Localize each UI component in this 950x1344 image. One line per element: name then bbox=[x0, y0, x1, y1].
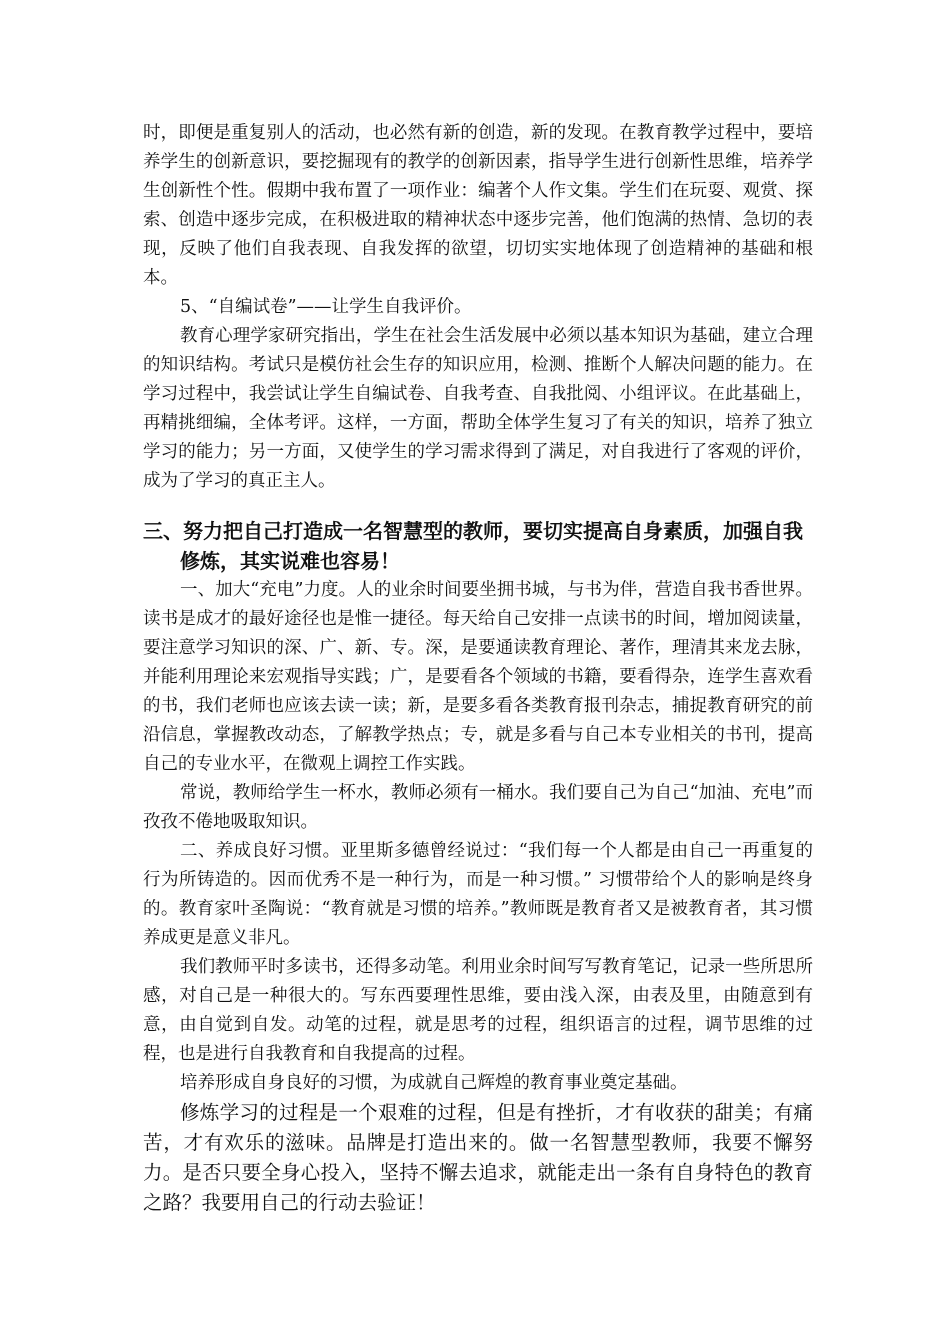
paragraph-writing: 我们教师平时多读书，还得多动笔。利用业余时间写写教育笔记，记录一些所思所感，对自己是一种很大的。写东西要理性思维，要由浅入深，由表及里，由随意到有意，由自觉到自发。动笔的过程，就是思考的过程，组织语言的过程，调节思维的过程，也是进行自我教育和自我提高的过程。 bbox=[143, 957, 813, 1064]
paragraph-good-habits: 二、养成良好习惯。亚里斯多德曾经说过：“我们每一个人都是由自己一再重复的行为所铸造的。因而优秀不是一种行为，而是一种习惯。” 习惯带给个人的影响是终身的。教育家叶圣陶说：“教育就是习惯的培养。”教师既是教育者又是被教育者，其习惯养成更是意义非凡。 bbox=[143, 841, 813, 948]
document-page bbox=[143, 119, 813, 1218]
paragraph-conclusion: 修炼学习的过程是一个艰难的过程，但是有挫折，才有收获的甜美；有痛苦，才有欢乐的滋味。品牌是打造出来的。做一名智慧型教师，我要不懈努力。是否只要全身心投入，坚持不懈去追求，就能走出一条有自身特色的教育之路？我要用自己的行动去验证！ bbox=[143, 1101, 813, 1214]
subheading-self-made-exam: 5、“自编试卷”——让学生自我评价。 bbox=[180, 297, 472, 317]
paragraph-bucket-of-water: 常说，教师给学生一杯水，教师必须有一桶水。我们要自己为自己“加油、充电”而孜孜不倦地吸取知识。 bbox=[143, 783, 813, 832]
paragraph-recharge: 一、加大“充电”力度。人的业余时间要坐拥书城，与书为伴，营造自我书香世界。读书是成才的最好途径也是惟一捷径。每天给自己安排一点读书的时间，增加阅读量，要注意学习知识的深、广、新、专。深，是要通读教育理论、著作，理清其来龙去脉，并能利用理论来宏观指导实践；广，是要看各个领域的书籍，要看得杂，连学生喜欢看的书，我们老师也应该去读一读；新，是要多看各类教育报刊杂志，捕捉教育研究的前沿信息，掌握教改动态，了解教学热点；专，就是多看与自己本专业相关的书刊，提高自己的专业水平，在微观上调控工作实践。 bbox=[143, 580, 813, 774]
paragraph-creativity: 时，即便是重复别人的活动，也必然有新的创造，新的发现。在教育教学过程中，要培养学生的创新意识，要挖掘现有的教学的创新因素，指导学生进行创新性思维，培养学生创新性个性。假期中我布置了一项作业：编著个人作文集。学生们在玩耍、观赏、探索、创造中逐步完成，在积极进取的精神状态中逐步完善，他们饱满的热情、急切的表现，反映了他们自我表现、自我发挥的欲望，切切实实地体现了创造精神的基础和根本。 bbox=[143, 123, 813, 288]
paragraph-self-evaluation: 教育心理学家研究指出，学生在社会生活发展中必须以基本知识为基础，建立合理的知识结构。考试只是模仿社会生存的知识应用，检测、推断个人解决问题的能力。在学习过程中，我尝试让学生自编试卷、自我考查、自我批阅、小组评议。在此基础上，再精挑细编，全体考评。这样，一方面，帮助全体学生复习了有关的知识，培养了独立学习的能力；另一方面，又使学生的学习需求得到了满足，对自我进行了客观的评价，成为了学习的真正主人。 bbox=[143, 326, 813, 491]
paragraph-foundation: 培养形成自身良好的习惯，为成就自己辉煌的教育事业奠定基础。 bbox=[180, 1073, 688, 1093]
section-heading-three: 三、努力把自己打造成一名智慧型的教师，要切实提高自身素质，加强自我修炼，其实说难也容易！ bbox=[143, 519, 803, 573]
